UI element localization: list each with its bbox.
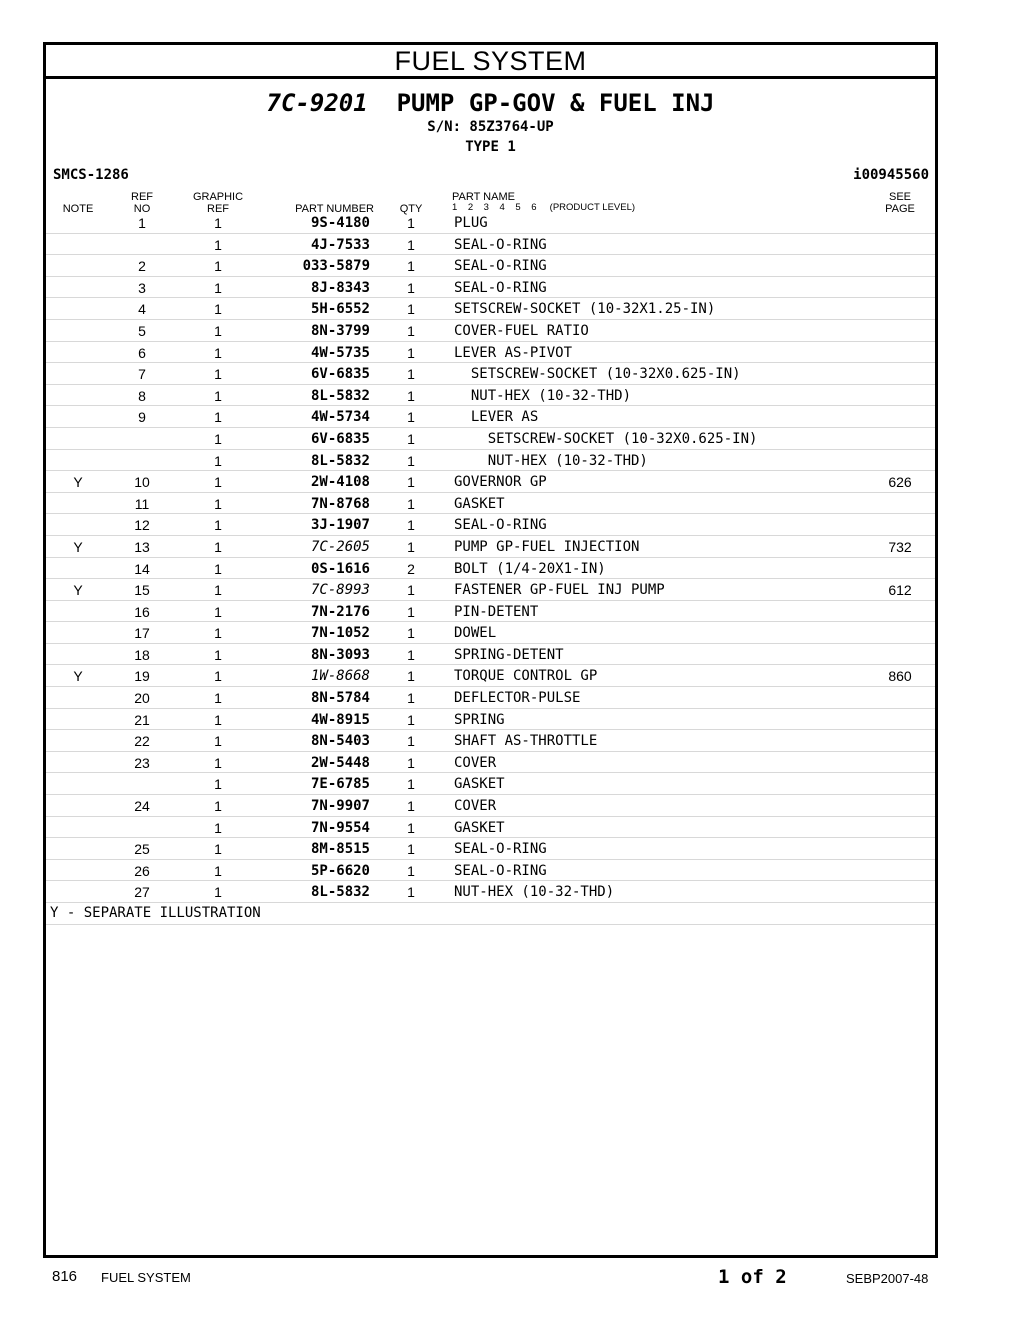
row-graphic-ref: 1 <box>214 215 222 231</box>
table-row <box>46 558 935 580</box>
row-part-number: 8L-5832 <box>310 387 370 404</box>
row-part-name: SEAL-O-RING <box>454 279 547 296</box>
row-ref-no: 3 <box>138 279 146 296</box>
row-qty: 1 <box>407 884 415 901</box>
row-part-number: 8N-5784 <box>310 690 370 707</box>
row-part-name: LEVER AS-PIVOT <box>454 344 573 361</box>
row-graphic-ref: 1 <box>214 560 222 577</box>
row-part-name: COVER <box>454 754 497 771</box>
table-row <box>46 687 935 709</box>
row-part-name: DOWEL <box>454 625 497 642</box>
row-ref-no: 25 <box>134 841 150 858</box>
row-see-page: 860 <box>888 668 912 685</box>
table-row <box>46 730 935 752</box>
row-graphic-ref: 1 <box>214 625 222 642</box>
row-qty: 1 <box>407 582 415 599</box>
row-graphic-ref: 1 <box>214 776 222 793</box>
row-qty: 1 <box>407 690 415 707</box>
header-note: NOTE <box>62 203 94 215</box>
row-qty: 1 <box>407 776 415 793</box>
row-ref-no: 22 <box>134 733 150 750</box>
row-ref-no: 17 <box>134 625 150 642</box>
row-qty: 1 <box>407 819 415 836</box>
table-row <box>46 881 935 903</box>
table-row <box>46 212 935 234</box>
row-part-number: 8M-8515 <box>310 841 370 858</box>
row-part-name: NUT-HEX (10-32-THD) <box>454 452 648 469</box>
parts-page-frame <box>43 42 938 1258</box>
row-part-number: 1W-8668 <box>310 668 370 685</box>
row-see-page: 612 <box>888 582 912 599</box>
table-row <box>46 234 935 256</box>
row-ref-no: 11 <box>134 495 150 512</box>
row-ref-no: 13 <box>134 538 150 555</box>
row-ref-no: 5 <box>138 322 146 339</box>
row-graphic-ref: 1 <box>214 517 222 534</box>
row-part-name: GOVERNOR GP <box>454 474 547 491</box>
header-graphic-bottom: REF <box>207 203 229 215</box>
row-qty: 1 <box>407 409 415 426</box>
row-part-number: 2W-4108 <box>310 474 370 491</box>
table-row <box>46 493 935 515</box>
row-ref-no: 27 <box>134 884 150 901</box>
row-part-name: GASKET <box>454 776 505 793</box>
serial-number: S/N: 85Z3764-UP <box>427 119 554 135</box>
table-row <box>46 665 935 687</box>
footer-doc-id: SEBP2007-48 <box>846 1271 929 1286</box>
assembly-part-number: 7C-9201 <box>266 89 368 117</box>
row-part-number: 6V-6835 <box>310 430 370 447</box>
row-part-name: NUT-HEX (10-32-THD) <box>454 387 632 404</box>
row-part-name: BOLT (1/4-20X1-IN) <box>454 560 606 577</box>
assembly-name: PUMP GP-GOV & FUEL INJ <box>396 89 715 117</box>
row-part-number: 5P-6620 <box>310 862 370 879</box>
row-qty: 1 <box>407 841 415 858</box>
row-graphic-ref: 1 <box>214 582 222 599</box>
row-part-name: SEAL-O-RING <box>454 236 547 253</box>
table-row <box>46 752 935 774</box>
header-qty: QTY <box>399 203 423 215</box>
row-part-name: SEAL-O-RING <box>454 258 547 275</box>
row-graphic-ref: 1 <box>214 366 222 383</box>
row-part-number: 8L-5832 <box>310 452 370 469</box>
row-qty: 1 <box>407 625 415 642</box>
table-row <box>46 342 935 364</box>
legend-row <box>46 903 935 925</box>
table-row <box>46 773 935 795</box>
row-qty: 1 <box>407 430 415 447</box>
row-qty: 1 <box>407 258 415 275</box>
row-ref-no: 21 <box>134 711 150 728</box>
row-ref-no: 8 <box>138 387 146 404</box>
row-ref-no: 23 <box>134 754 150 771</box>
header-ref-top: REF <box>131 191 153 203</box>
row-part-number: 8N-5403 <box>310 733 370 750</box>
table-row <box>46 622 935 644</box>
row-part-name: SEAL-O-RING <box>454 517 547 534</box>
row-qty: 1 <box>407 387 415 404</box>
row-ref-no: 26 <box>134 862 150 879</box>
row-ref-no: 20 <box>134 690 150 707</box>
row-part-number: 3J-1907 <box>310 517 370 534</box>
row-graphic-ref: 1 <box>214 862 222 879</box>
row-graphic-ref: 1 <box>214 690 222 707</box>
table-row <box>46 860 935 882</box>
row-qty: 1 <box>407 344 415 361</box>
table-row <box>46 579 935 601</box>
row-graphic-ref: 1 <box>214 841 222 858</box>
row-part-number: 4J-7533 <box>310 236 370 253</box>
row-part-name: DEFLECTOR-PULSE <box>454 690 581 707</box>
row-part-number: 5H-6552 <box>310 301 370 318</box>
row-part-name: COVER <box>454 798 497 815</box>
table-row <box>46 406 935 428</box>
row-graphic-ref: 1 <box>214 344 222 361</box>
row-qty: 1 <box>407 279 415 296</box>
header-part-number: PART NUMBER <box>295 203 374 215</box>
table-row <box>46 795 935 817</box>
row-part-number: 6V-6835 <box>310 366 370 383</box>
table-row <box>46 601 935 623</box>
row-ref-no: 12 <box>134 517 150 534</box>
type-label: TYPE 1 <box>465 139 516 155</box>
row-graphic-ref: 1 <box>214 452 222 469</box>
row-graphic-ref: 1 <box>214 301 222 318</box>
header-ref-bottom: NO <box>133 203 151 215</box>
row-graphic-ref: 1 <box>214 711 222 728</box>
row-ref-no: 2 <box>138 258 146 275</box>
footer-page-number: 816 <box>52 1268 78 1285</box>
row-part-number: 7N-9554 <box>310 819 370 836</box>
header-graphic-top: GRAPHIC <box>192 191 244 203</box>
row-note: Y <box>73 582 83 599</box>
row-graphic-ref: 1 <box>214 387 222 404</box>
row-ref-no: 1 <box>138 215 146 231</box>
illustration-id: i00945560 <box>853 167 929 183</box>
row-part-name: PIN-DETENT <box>454 603 539 620</box>
table-row <box>46 277 935 299</box>
row-part-number: 8L-5832 <box>310 884 370 901</box>
row-qty: 1 <box>407 452 415 469</box>
row-qty: 1 <box>407 668 415 685</box>
row-ref-no: 6 <box>138 344 146 361</box>
row-ref-no: 18 <box>134 646 150 663</box>
row-qty: 1 <box>407 366 415 383</box>
row-part-name: TORQUE CONTROL GP <box>454 668 598 685</box>
table-row <box>46 644 935 666</box>
row-part-name: GASKET <box>454 495 505 512</box>
row-ref-no: 14 <box>134 560 150 577</box>
table-row <box>46 363 935 385</box>
row-see-page: 626 <box>888 474 912 491</box>
row-qty: 1 <box>407 646 415 663</box>
parts-list <box>46 212 935 925</box>
row-qty: 1 <box>407 798 415 815</box>
row-graphic-ref: 1 <box>214 754 222 771</box>
assembly-title <box>46 89 935 117</box>
row-qty: 1 <box>407 862 415 879</box>
row-part-name: SHAFT AS-THROTTLE <box>454 733 598 750</box>
row-part-number: 033-5879 <box>302 258 370 275</box>
row-ref-no: 19 <box>134 668 150 685</box>
row-part-name: FASTENER GP-FUEL INJ PUMP <box>454 582 665 599</box>
row-graphic-ref: 1 <box>214 258 222 275</box>
row-ref-no: 9 <box>138 409 146 426</box>
row-note: Y <box>73 668 83 685</box>
row-part-number: 7C-2605 <box>310 538 370 555</box>
header-see-bottom: PAGE <box>885 203 915 215</box>
row-part-number: 2W-5448 <box>310 754 370 771</box>
row-part-number: 7N-2176 <box>310 603 370 620</box>
legend-text: Y - SEPARATE ILLUSTRATION <box>50 905 261 921</box>
header-part-name: PART NAME <box>452 191 515 203</box>
row-part-name: PUMP GP-FUEL INJECTION <box>454 538 640 555</box>
row-qty: 1 <box>407 322 415 339</box>
row-part-name: NUT-HEX (10-32-THD) <box>454 884 615 901</box>
row-part-number: 4W-8915 <box>310 711 370 728</box>
row-graphic-ref: 1 <box>214 646 222 663</box>
row-part-name: COVER-FUEL RATIO <box>454 322 589 339</box>
row-part-name: SEAL-O-RING <box>454 841 547 858</box>
row-graphic-ref: 1 <box>214 884 222 901</box>
row-graphic-ref: 1 <box>214 495 222 512</box>
row-ref-no: 24 <box>134 798 150 815</box>
row-graphic-ref: 1 <box>214 279 222 296</box>
row-part-number: 7N-1052 <box>310 625 370 642</box>
table-row <box>46 298 935 320</box>
row-part-name: SPRING <box>454 711 505 728</box>
table-row <box>46 838 935 860</box>
row-part-number: 7C-8993 <box>310 582 370 599</box>
row-graphic-ref: 1 <box>214 538 222 555</box>
row-part-name: SETSCREW-SOCKET (10-32X1.25-IN) <box>454 301 716 318</box>
row-part-number: 7N-9907 <box>310 798 370 815</box>
row-part-name: LEVER AS <box>454 409 539 426</box>
header-product-levels: 1 2 3 4 5 6 (PRODUCT LEVEL) <box>452 202 636 213</box>
row-qty: 1 <box>407 733 415 750</box>
row-part-number: 4W-5735 <box>310 344 370 361</box>
row-ref-no: 15 <box>134 582 150 599</box>
row-qty: 2 <box>407 560 415 577</box>
row-qty: 1 <box>407 538 415 555</box>
row-qty: 1 <box>407 603 415 620</box>
row-graphic-ref: 1 <box>214 409 222 426</box>
row-part-number: 7N-8768 <box>310 495 370 512</box>
smcs-code: SMCS-1286 <box>53 167 129 183</box>
row-part-number: 0S-1616 <box>310 560 370 577</box>
row-note: Y <box>73 474 83 491</box>
row-graphic-ref: 1 <box>214 733 222 750</box>
row-part-number: 8N-3093 <box>310 646 370 663</box>
row-ref-no: 16 <box>134 603 150 620</box>
row-graphic-ref: 1 <box>214 798 222 815</box>
row-note: Y <box>73 538 83 555</box>
row-part-number: 8J-8343 <box>310 279 370 296</box>
row-ref-no: 4 <box>138 301 146 318</box>
table-row <box>46 428 935 450</box>
footer-page-of: 1 of 2 <box>718 1266 787 1288</box>
row-part-name: SETSCREW-SOCKET (10-32X0.625-IN) <box>454 366 741 383</box>
row-graphic-ref: 1 <box>214 668 222 685</box>
table-row <box>46 514 935 536</box>
table-row <box>46 536 935 558</box>
header-see-top: SEE <box>888 191 911 203</box>
table-row <box>46 385 935 407</box>
section-title: FUEL SYSTEM <box>46 45 935 79</box>
table-row <box>46 709 935 731</box>
row-qty: 1 <box>407 754 415 771</box>
row-see-page: 732 <box>888 538 912 555</box>
row-graphic-ref: 1 <box>214 236 222 253</box>
row-part-number: 8N-3799 <box>310 322 370 339</box>
row-qty: 1 <box>407 495 415 512</box>
row-qty: 1 <box>407 236 415 253</box>
table-row <box>46 450 935 472</box>
row-graphic-ref: 1 <box>214 430 222 447</box>
table-row <box>46 320 935 342</box>
table-row <box>46 255 935 277</box>
row-qty: 1 <box>407 711 415 728</box>
row-part-number: 7E-6785 <box>310 776 370 793</box>
row-qty: 1 <box>407 215 415 231</box>
row-graphic-ref: 1 <box>214 322 222 339</box>
row-part-name: PLUG <box>454 215 488 231</box>
row-part-number: 4W-5734 <box>310 409 370 426</box>
row-part-number: 9S-4180 <box>310 215 370 231</box>
row-graphic-ref: 1 <box>214 603 222 620</box>
row-part-name: SEAL-O-RING <box>454 862 547 879</box>
table-row <box>46 817 935 839</box>
footer-section: FUEL SYSTEM <box>101 1270 191 1285</box>
row-qty: 1 <box>407 517 415 534</box>
row-qty: 1 <box>407 474 415 491</box>
row-graphic-ref: 1 <box>214 474 222 491</box>
row-ref-no: 7 <box>138 366 146 383</box>
row-ref-no: 10 <box>134 474 150 491</box>
row-part-name: SPRING-DETENT <box>454 646 564 663</box>
row-qty: 1 <box>407 301 415 318</box>
row-graphic-ref: 1 <box>214 819 222 836</box>
row-part-name: GASKET <box>454 819 505 836</box>
row-part-name: SETSCREW-SOCKET (10-32X0.625-IN) <box>454 430 758 447</box>
table-row <box>46 471 935 493</box>
